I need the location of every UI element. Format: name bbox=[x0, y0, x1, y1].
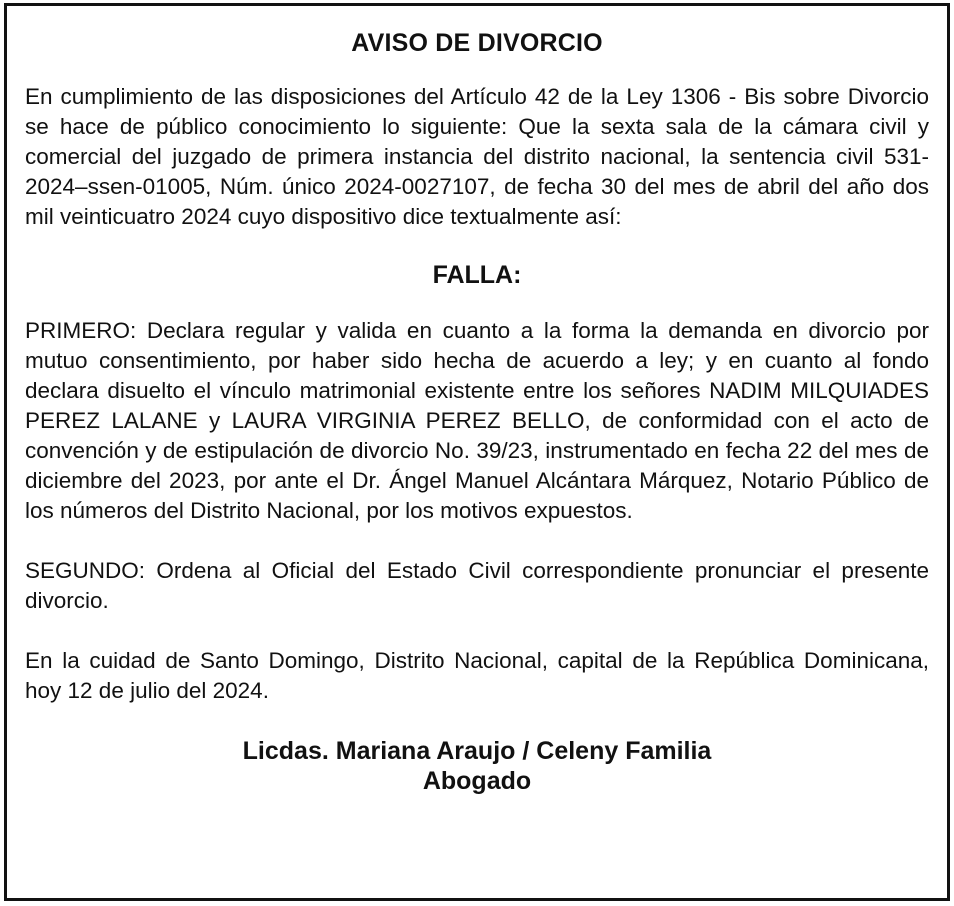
segundo-paragraph: SEGUNDO: Ordena al Oficial del Estado Civil correspondiente pronunciar el presente divorcio. bbox=[25, 558, 929, 613]
signature-role: Abogado bbox=[422, 767, 532, 795]
falla-heading: FALLA: bbox=[432, 261, 522, 289]
notice-body bbox=[7, 6, 947, 796]
divorce-notice bbox=[4, 3, 950, 901]
notice-title: AVISO DE DIVORCIO bbox=[351, 29, 603, 57]
signature-block bbox=[25, 736, 929, 796]
primero-paragraph: PRIMERO: Declara regular y valida en cuanto a la forma la demanda en divorcio por mutuo consentimiento, por haber sido hecha de acuerdo a ley; y en cuanto al fondo declara disuelto el vínculo matrimonial existente entre los señores NADIM MILQUIADES PEREZ LALANE y LAURA VIRGINIA PEREZ BELLO, de conformidad con el acto de convención y de estipulación de divorcio No. 39/23, instrumentado en fecha 22 del mes de diciembre del 2023, por ante el Dr. Ángel Manuel Alcántara Márquez, Notario Público de los números del Distrito Nacional, por los motivos expuestos. bbox=[25, 318, 929, 523]
signature-names: Licdas. Mariana Araujo / Celeny Familia bbox=[242, 737, 712, 765]
intro-paragraph: En cumplimiento de las disposiciones del Artículo 42 de la Ley 1306 - Bis sobre Divorcio se hace de público conocimiento lo siguiente: Que la sexta sala de la cámara civil y comercial del juzgado de primera instancia del distrito nacional, la sentencia civil 531-2024–ssen-01005, Núm. único 2024-0027107, de fecha 30 del mes de abril del año dos mil veinticuatro 2024 cuyo dispositivo dice textualmente así: bbox=[25, 84, 929, 229]
closing-paragraph: En la cuidad de Santo Domingo, Distrito Nacional, capital de la República Dominicana, hoy 12 de julio del 2024. bbox=[25, 648, 929, 703]
